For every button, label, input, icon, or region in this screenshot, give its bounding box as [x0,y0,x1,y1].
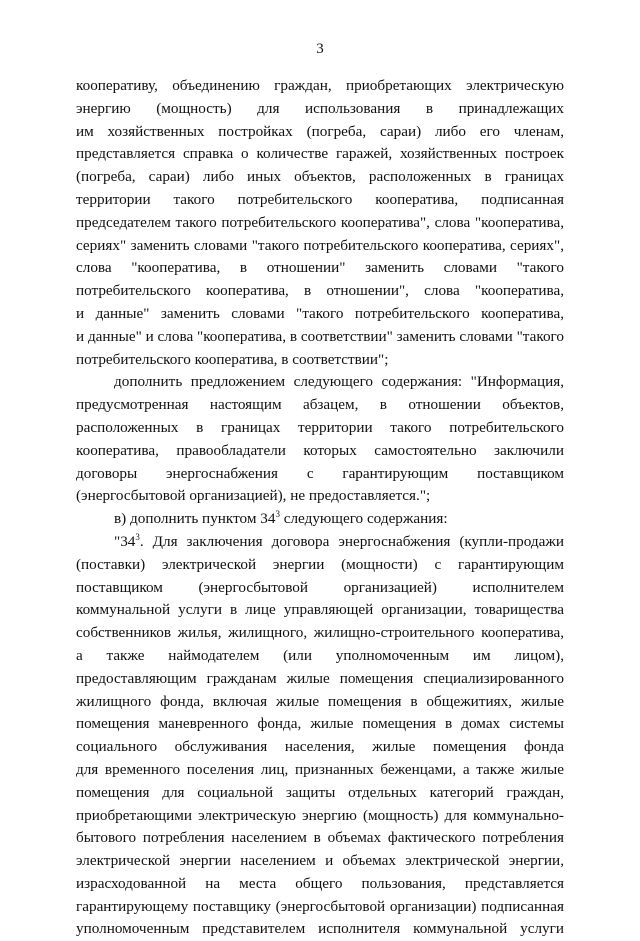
line-text: бытового потребления населением в объемах фактического потребления [76,829,564,847]
text-line [76,371,564,394]
line-text: кооперативу, объединению граждан, приобретающих электрическую [76,77,564,94]
text-line [76,805,564,828]
text-line [76,166,564,189]
text-line [76,394,564,417]
text-line [76,782,564,805]
text-line [76,668,564,691]
line-text: потребительского кооператива, в соответствии"; [76,350,389,368]
line-text: для временного поселения лиц, признанных беженцами, а также жилые [76,760,564,778]
text-line [76,349,564,372]
line-text: приобретающими электрическую энергию (мощность) для коммунально- [76,806,564,824]
line-text: договоры энергоснабжения с гарантирующим поставщиком [76,464,564,482]
line-text: территории такого потребительского кооператива, подписанная [76,190,564,208]
text-line [76,280,564,303]
text-line [76,75,564,98]
text-line [76,121,564,144]
line-text: собственников жилья, жилищного, жилищно-строительного кооператива, [76,624,564,642]
line-text: электрической энергии населением и объемах электрической энергии, [76,852,564,870]
text-line [76,736,564,759]
line-text: предоставляющим гражданам жилые помещения специализированного [76,669,564,687]
text-line [76,577,564,600]
text-line [76,850,564,873]
text-line [76,257,564,280]
line-text: (поставки) электрической энергии (мощности) с гарантирующим [76,555,564,573]
line-text: и данные" и слова "кооператива, в соответствии" заменить словами "такого [76,327,564,345]
text-line [76,189,564,212]
line-text: слова "кооператива, в отношении" заменить словами "такого [76,259,564,277]
line-text: коммунальной услуги в лице управляющей организации, товарищества [76,601,564,619]
line-text: председателем такого потребительского кооператива", слова "кооператива, [76,213,564,231]
line-text: помещения для социальной защиты отдельных категорий граждан, [76,783,564,801]
line-text: "34 [114,532,136,550]
line-text: а также наймодателем (или уполномоченным им лицом), [76,646,564,664]
text-line [76,622,564,645]
superscript: 3 [275,509,280,520]
line-text: и данные" заменить словами "такого потребительского кооператива, [76,304,564,322]
line-text: потребительского кооператива, в отношении", слова "кооператива, [76,282,564,300]
line-text-continued: следующего содержания: [279,510,448,528]
line-text: поставщиком (энергосбытовой организацией) исполнителем [76,578,564,596]
line-text: им хозяйственных постройках (погреба, сараи) либо его членам, [76,122,564,140]
line-text-continued: . Для заключения договора энергоснабжения (купли-продажи [139,532,564,550]
text-line [76,896,564,919]
line-text: (погреба, сараи) либо иных объектов, расположенных в границах [76,168,564,186]
line-text: в) дополнить пунктом 34 [114,510,276,528]
text-line [76,235,564,258]
line-text: гарантирующему поставщику (энергосбытовой организации) подписанная [76,897,564,915]
text-line [76,918,564,941]
line-text: помещения маневренного фонда, жилые помещения в домах системы [76,715,564,733]
text-line [76,599,564,622]
line-text: израсходованной на места общего пользования, представляется [76,874,564,892]
text-line [76,827,564,850]
text-line [76,531,564,554]
text-line [76,485,564,508]
line-text: расположенных в границах территории такого потребительского [76,418,564,436]
line-text: дополнить предложением следующего содержания: "Информация, [114,373,564,391]
text-line [76,713,564,736]
text-line [76,98,564,121]
text-line [76,440,564,463]
line-text: жилищного фонда, включая жилые помещения в общежитиях, жилые [76,692,564,710]
text-line [76,645,564,668]
text-line [76,212,564,235]
line-text: сериях" заменить словами "такого потребительского кооператива, сериях", [76,236,564,254]
line-text: уполномоченным представителем исполнителя коммунальной услуги [76,920,564,938]
text-line [76,417,564,440]
text-line [76,759,564,782]
line-text: предусмотренная настоящим абзацем, в отношении объектов, [76,396,564,414]
text-line [76,463,564,486]
document-body [76,75,564,941]
line-text: социального обслуживания населения, жилые помещения фонда [76,738,564,756]
superscript: 3 [135,531,140,542]
text-line [76,303,564,326]
line-text: энергию (мощность) для использования в принадлежащих [76,99,564,117]
text-line [76,143,564,166]
text-line [76,554,564,577]
line-text: (энергосбытовой организацией), не предоставляется."; [76,487,431,505]
text-line [76,691,564,714]
text-line [76,873,564,896]
page-number: 3 [316,41,324,57]
text-line [76,508,564,531]
line-text: представляется справка о количестве гаражей, хозяйственных построек [76,145,564,163]
text-line [76,326,564,349]
line-text: кооператива, правообладатели которых самостоятельно заключили [76,441,564,459]
